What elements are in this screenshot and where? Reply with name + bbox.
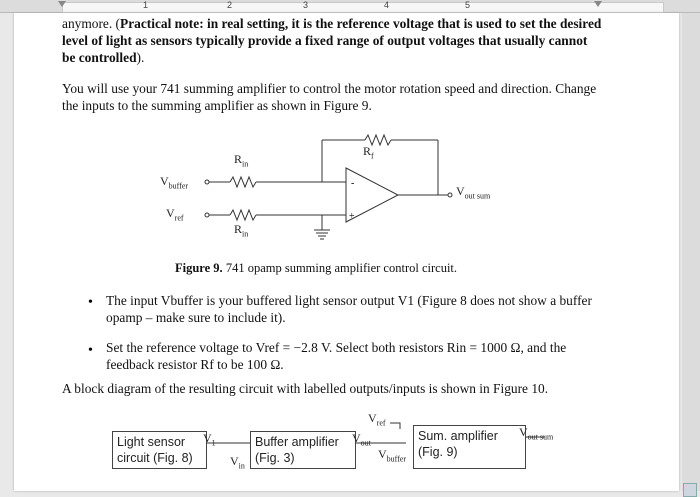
light-sensor-block: Light sensor circuit (Fig. 8)	[112, 431, 207, 469]
bullet-icon: •	[88, 343, 93, 358]
bullet-icon: •	[88, 295, 93, 310]
ruler-mark: 3	[303, 0, 309, 10]
para1-bold: Practical note: in real setting, it is the reference voltage that is used to set the desired level of light as sensors typically provide a fixed range of output voltages that usually cannot be controlled	[62, 16, 602, 65]
bullet-vbuffer: The input Vbuffer is your buffered light sensor output V1 (Figure 8 does not show a buffer opamp – make sure to include it).	[106, 293, 592, 325]
opamp-minus-label: -	[351, 178, 355, 189]
vbuffer-label: $V_{buffer}$	[160, 174, 189, 191]
summing-amplifier-circuit	[150, 120, 480, 250]
horizontal-ruler[interactable]	[0, 0, 700, 13]
opamp-plus-label: +	[349, 211, 355, 222]
ruler-mark: 2	[227, 0, 233, 10]
ruler-track	[62, 2, 664, 13]
vin-label: $V_{in}$	[230, 454, 245, 471]
figure-9-caption: Figure 9. 741 opamp summing amplifier control circuit.	[175, 261, 458, 275]
rf-label: $R_f$	[363, 144, 374, 161]
vout-sum-label: $V_{out sum}$	[456, 184, 491, 201]
vref-label: $V_{ref}$	[166, 206, 184, 223]
indent-marker-icon[interactable]	[58, 1, 66, 7]
vref-block-label: $V_{ref}$	[368, 411, 386, 428]
para1-lead: anymore. (	[62, 16, 121, 31]
vertical-scrollbar[interactable]	[682, 13, 700, 491]
para1-tail: ).	[136, 50, 145, 65]
scroll-thumb[interactable]	[683, 483, 697, 497]
buffer-amplifier-block: Buffer amplifier (Fig. 3)	[250, 431, 356, 469]
summing-amplifier-block: Sum. amplifier (Fig. 9)	[413, 425, 526, 469]
vbuffer-block-label: $V_{buffer}$	[378, 447, 407, 464]
rin-bottom-label: $R_{in}$	[234, 222, 249, 239]
paragraph-practical-note	[62, 15, 602, 66]
v1-label: $V_1$	[203, 431, 216, 448]
ruler-mark: 5	[465, 0, 471, 10]
bullet-vref: Set the reference voltage to Vref = −2.8 V. Select both resistors Rin = 1000 Ω, and the feedback resistor Rf to be 100 Ω.	[106, 340, 567, 372]
paragraph-instructions: You will use your 741 summing amplifier to control the motor rotation speed and direction. Change the inputs to the summing amplifier as shown in Figure 9.	[62, 81, 597, 113]
rin-top-label: $R_{in}$	[234, 152, 249, 169]
vout-label: $V_{out}$	[352, 431, 371, 448]
ruler-mark: 1	[143, 0, 149, 10]
right-indent-marker-icon[interactable]	[594, 1, 602, 7]
ruler-mark: 4	[384, 0, 390, 10]
paragraph-block-diagram: A block diagram of the resulting circuit with labelled outputs/inputs is shown in Figure 10.	[62, 381, 549, 396]
vout-sum-block-label: $V_{out sum}$	[519, 425, 554, 442]
